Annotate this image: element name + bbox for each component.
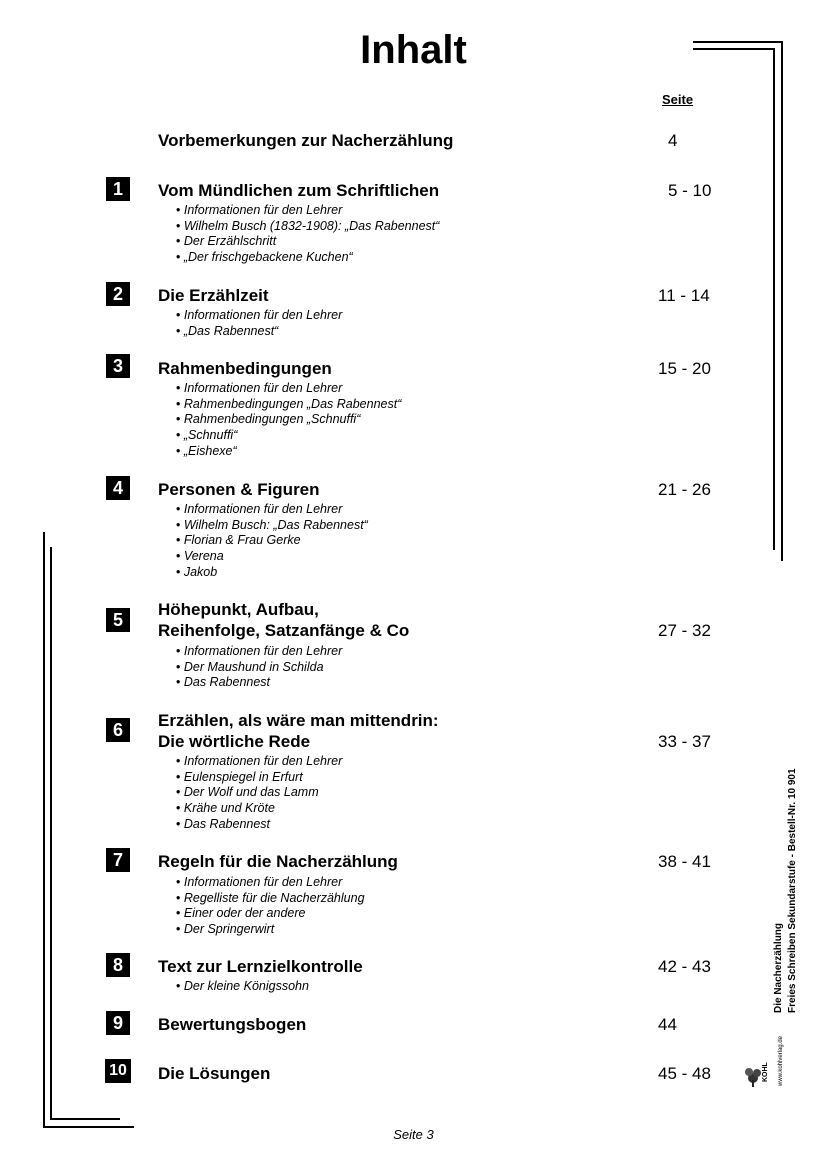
entry-subitems: [176, 308, 342, 339]
subitem: • Jakob: [176, 565, 368, 581]
entry-subitems: [176, 502, 368, 581]
entry-subitems: [176, 203, 439, 266]
entry-title-line2: Die wörtliche Rede: [158, 732, 311, 751]
subitem: • Informationen für den Lehrer: [176, 754, 342, 770]
entry-pages: 44: [658, 1015, 677, 1034]
subitem: • Der Erzählschritt: [176, 234, 439, 250]
entry-title-line2: Reihenfolge, Satzanfänge & Co: [158, 621, 410, 640]
subitem: • Wilhelm Busch: „Das Rabennest“: [176, 518, 368, 534]
entry-subitems: [176, 644, 342, 691]
subitem: • „Der frischgebackene Kuchen“: [176, 250, 439, 266]
entry-pages: 15 - 20: [658, 359, 711, 378]
chapter-number: 7: [106, 848, 130, 872]
entry-subitems: [176, 979, 309, 995]
chapter-number: 1: [106, 177, 130, 201]
subitem: • Der kleine Königssohn: [176, 979, 309, 995]
frame-top-right-outer-v: [781, 41, 783, 561]
chapter-number: 6: [106, 718, 130, 742]
entry-title: Vorbemerkungen zur Nacherzählung: [158, 131, 454, 150]
subitem: • Informationen für den Lehrer: [176, 644, 342, 660]
entry-subitems: [176, 381, 401, 460]
chapter-number: 3: [106, 354, 130, 378]
entry-title: Die Erzählzeit: [158, 286, 269, 305]
entry-subitems: [176, 875, 365, 938]
entry-pages: 42 - 43: [658, 957, 711, 976]
entry-title: Regeln für die Nacherzählung: [158, 852, 398, 871]
entry-title: Höhepunkt, Aufbau,: [158, 600, 319, 619]
subitem: • Der Springerwirt: [176, 922, 365, 938]
subitem: • Informationen für den Lehrer: [176, 875, 365, 891]
entry-pages: 45 - 48: [658, 1064, 711, 1083]
chapter-number: 10: [105, 1059, 131, 1083]
subitem: • Florian & Frau Gerke: [176, 533, 368, 549]
chapter-number: 9: [106, 1011, 130, 1035]
entry-title: Personen & Figuren: [158, 480, 320, 499]
page-footer: Seite 3: [393, 1127, 434, 1142]
frame-top-right-outer-h: [693, 41, 783, 43]
subitem: • Informationen für den Lehrer: [176, 502, 368, 518]
subitem: • „Eishexe“: [176, 444, 401, 460]
entry-title: Rahmenbedingungen: [158, 359, 332, 378]
chapter-number: 5: [106, 608, 130, 632]
subitem: • „Schnuffi“: [176, 428, 401, 444]
subitem: • Das Rabennest: [176, 675, 342, 691]
entry-pages: 27 - 32: [658, 621, 711, 640]
subitem: • Rahmenbedingungen „Das Rabennest“: [176, 397, 401, 413]
subitem: • Einer oder der andere: [176, 906, 365, 922]
subitem: • Informationen für den Lehrer: [176, 381, 401, 397]
publisher-url: www.kohlverlag.de: [778, 1035, 784, 1086]
subitem: • Informationen für den Lehrer: [176, 203, 439, 219]
entry-subitems: [176, 754, 342, 833]
page-title: Inhalt: [360, 28, 467, 72]
subitem: • Der Wolf und das Lamm: [176, 785, 342, 801]
entry-title: Die Lösungen: [158, 1064, 271, 1083]
chapter-number: 2: [106, 282, 130, 306]
frame-bottom-left-inner-v: [50, 547, 52, 1120]
entry-title: Text zur Lernzielkontrolle: [158, 957, 363, 976]
subitem: • Wilhelm Busch (1832-1908): „Das Rabennest“: [176, 219, 439, 235]
entry-title: Bewertungsbogen: [158, 1015, 307, 1034]
side-series-and-order: Freies Schreiben Sekundarstufe - Bestell-Nr. 10 901: [787, 768, 798, 1013]
subitem: • Der Maushund in Schilda: [176, 660, 342, 676]
entry-pages: 4: [668, 131, 678, 150]
entry-pages: 11 - 14: [658, 286, 710, 305]
frame-bottom-left-outer-v: [43, 532, 45, 1128]
chapter-number: 4: [106, 476, 130, 500]
entry-pages: 33 - 37: [658, 732, 711, 751]
entry-pages: 21 - 26: [658, 480, 711, 499]
entry-title: Vom Mündlichen zum Schriftlichen: [158, 181, 440, 200]
chapter-number: 8: [106, 953, 130, 977]
side-book-title: Die Nacherzählung: [773, 922, 784, 1013]
subitem: • Informationen für den Lehrer: [176, 308, 342, 324]
frame-top-right-inner-v: [773, 48, 775, 550]
subitem: • Das Rabennest: [176, 817, 342, 833]
subitem: • Eulenspiegel in Erfurt: [176, 770, 342, 786]
publisher-name: KOHL: [762, 1062, 769, 1082]
page-column-header: Seite: [662, 92, 694, 107]
entry-title: Erzählen, als wäre man mittendrin:: [158, 711, 439, 730]
subitem: • Regelliste für die Nacherzählung: [176, 891, 365, 907]
subitem: • Krähe und Kröte: [176, 801, 342, 817]
frame-bottom-left-inner-h: [50, 1118, 120, 1120]
entry-pages: 38 - 41: [658, 852, 711, 871]
frame-top-right-inner-h: [693, 48, 774, 50]
publisher-logo: [742, 1020, 790, 1088]
subitem: • Verena: [176, 549, 368, 565]
entry-pages: 5 - 10: [668, 181, 712, 200]
subitem: • „Das Rabennest“: [176, 324, 342, 340]
subitem: • Rahmenbedingungen „Schnuffi“: [176, 412, 401, 428]
